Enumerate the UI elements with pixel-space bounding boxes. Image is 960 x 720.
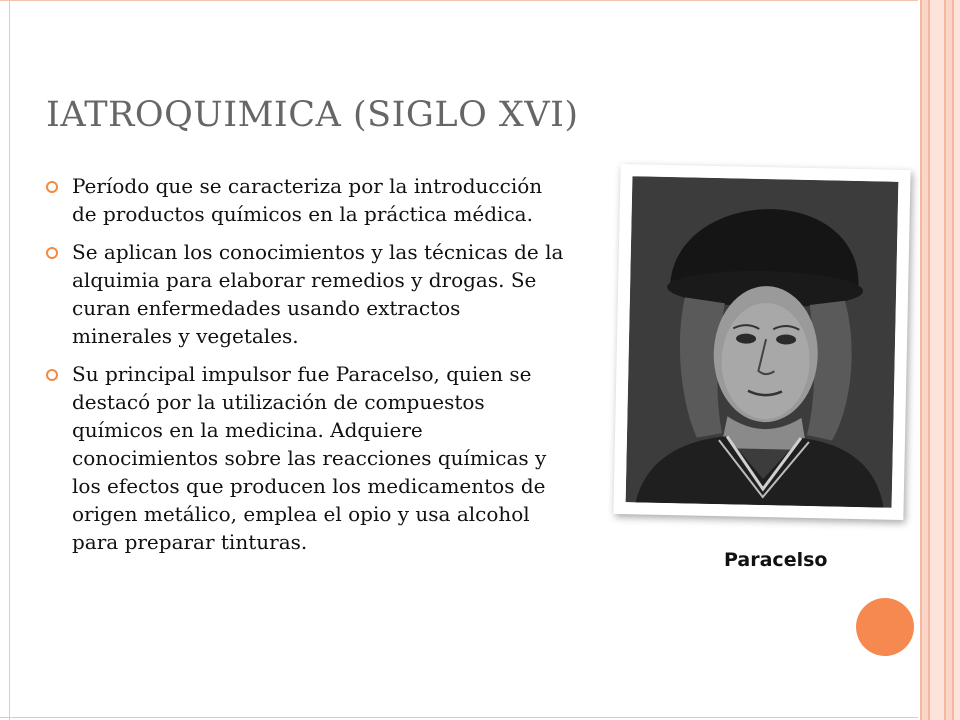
- slide-title: IATROQUIMICA (SIGLO XVI): [46, 95, 579, 135]
- bullet-circle-icon: [46, 181, 58, 193]
- portrait-photo: [613, 164, 910, 520]
- bullet-circle-icon: [46, 247, 58, 259]
- bullet-text: Se aplican los conocimientos y las técnicas de la alquimia para elaborar remedios y drogas. Se curan enfermedades usando extractos minerales y vegetales.: [72, 240, 564, 348]
- paracelsus-portrait: [626, 176, 899, 507]
- bullet-text: Período que se caracteriza por la introducción de productos químicos en la práctica médica.: [72, 174, 543, 226]
- slide-frame-left: [0, 0, 10, 720]
- bullet-list: [46, 172, 566, 566]
- bullet-item: [46, 238, 566, 350]
- decorative-circle: [856, 598, 914, 656]
- bullet-item: [46, 172, 566, 228]
- bullet-circle-icon: [46, 369, 58, 381]
- bullet-text: Su principal impulsor fue Paracelso, quien se destacó por la utilización de compuestos químicos en la medicina. Adquiere conocimientos sobre las reacciones químicas y los efectos que producen los medicamentos de origen metálico, emplea el opio y usa alcohol para preparar tinturas.: [72, 362, 547, 554]
- image-caption: Paracelso: [724, 549, 828, 571]
- decorative-stripes: [918, 0, 960, 720]
- bullet-item: [46, 360, 566, 556]
